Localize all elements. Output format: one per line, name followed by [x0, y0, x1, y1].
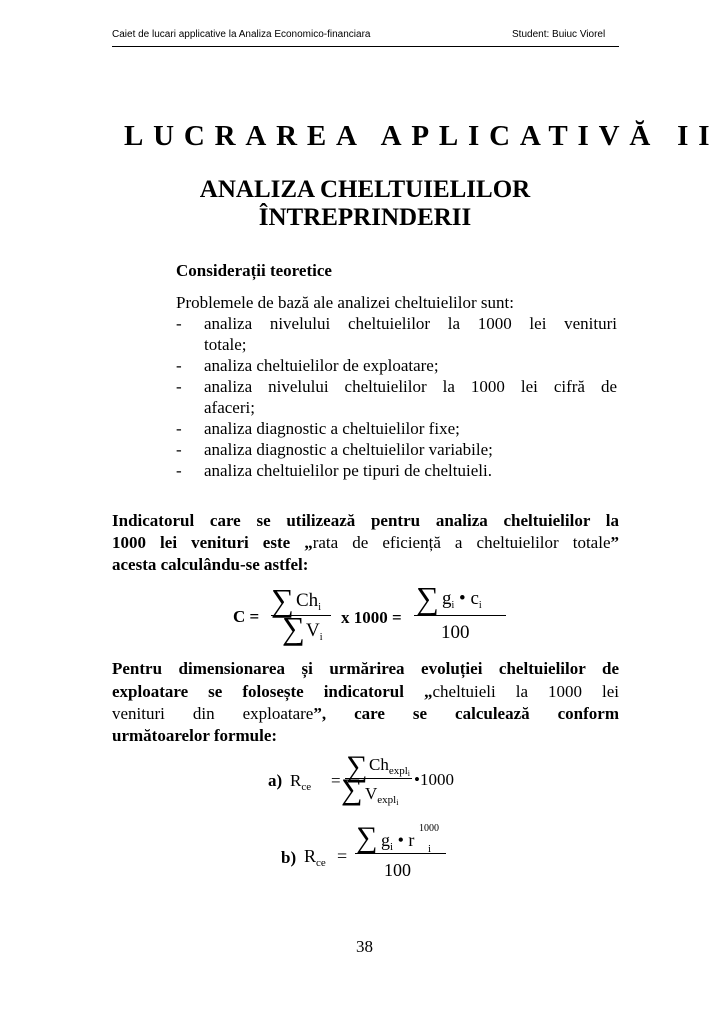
list-dash: - [176, 440, 182, 459]
formula1-numerator2 [442, 588, 482, 611]
running-header-title: Caiet de lucari applicative la Analiza Economico-financiara [112, 29, 371, 40]
multiply-dot: • [459, 588, 466, 609]
para1-line2-bold: 1000 lei venituri este „ [112, 533, 313, 552]
list-dash: - [176, 461, 182, 480]
subtitle-line-2: ÎNTREPRINDERII [258, 204, 472, 231]
formula-b-r-sup: 1000 [419, 823, 439, 834]
sum-symbol: ∑ [346, 750, 368, 783]
section-intro: Problemele de bază ale analizei cheltuielilor sunt: [176, 293, 514, 312]
list-item: analiza diagnostic a cheltuielilor variabile; [204, 440, 493, 459]
formula-b-label: b) [281, 848, 297, 867]
para2-line2 [112, 682, 619, 702]
formula1-ch-sub: i [318, 602, 321, 613]
list-item: analiza diagnostic a cheltuielilor fixe; [204, 419, 460, 438]
multiply-dot: • [397, 830, 404, 850]
formula-a-ch-sub: expl [388, 765, 408, 777]
formula-a-eq: = [331, 771, 341, 790]
formula-b-r-letter: R [304, 846, 317, 866]
list-dash: - [176, 356, 182, 375]
formula-a-v: V [365, 784, 378, 803]
para2-line3-bold: ”, care se calculează conform [313, 704, 619, 723]
formula1-den2: 100 [441, 622, 470, 643]
sum-symbol: ∑ [271, 582, 294, 618]
fraction-bar [355, 853, 446, 854]
para2-line2-quote: cheltuieli la 1000 lei [432, 682, 619, 701]
formula1-denominator [306, 620, 323, 643]
list-item: analiza nivelului cheltuielilor la 1000 lei venituri [204, 314, 617, 333]
formula-a-tail: •1000 [414, 770, 454, 789]
fraction-bar [414, 615, 506, 616]
formula-b-g: g [381, 830, 390, 850]
formula1-ch: Ch [296, 590, 319, 611]
para1-line2 [112, 533, 619, 553]
formula-b-g-sub: i [390, 841, 394, 853]
formula-a-label: a) [268, 771, 283, 790]
para1-line2-quote: rata de eficiență a cheltuielilor totale [312, 533, 611, 552]
list-item: analiza cheltuielilor pe tipuri de cheltuieli. [204, 461, 492, 480]
list-item: analiza nivelului cheltuielilor la 1000 lei cifră de [204, 377, 617, 396]
formula-a-v-subsub: i [396, 798, 399, 807]
formula-b-r [304, 846, 326, 869]
formula-b-r-sub: ce [316, 857, 326, 869]
list-dash: - [176, 314, 182, 333]
sum-symbol: ∑ [416, 580, 439, 616]
formula-b-r-var: r [408, 830, 415, 850]
formula1-g-sub: i [451, 600, 455, 611]
formula1-lhs: C = [233, 607, 260, 626]
list-dash: - [176, 377, 182, 396]
formula-a-numerator [369, 755, 410, 778]
list-dash: - [176, 419, 182, 438]
sum-symbol: ∑ [356, 821, 378, 854]
para1-line2-end: ” [610, 533, 619, 552]
formula-a-v-sub: expl [377, 794, 397, 806]
para1-line1: Indicatorul care se utilizează pentru analiza cheltuielilor la [112, 511, 619, 530]
para2-line3-quote: venituri din exploatare [112, 704, 314, 723]
formula1-v-sub: i [319, 632, 323, 643]
subtitle-line-1: ANALIZA CHELTUIELILOR [199, 176, 531, 203]
formula-a-ch: Ch [369, 755, 389, 774]
sum-symbol: ∑ [341, 773, 363, 806]
header-rule [112, 46, 619, 47]
para2-line3 [112, 704, 619, 724]
formula-a-r [290, 771, 311, 793]
formula-b-den: 100 [384, 860, 411, 880]
formula-a-ch-subsub: i [407, 769, 411, 778]
page-number: 38 [356, 937, 373, 956]
formula1-mid: x 1000 = [341, 608, 402, 627]
section-heading: Considerații teoretice [176, 261, 332, 280]
formula-a-r-sub: ce [301, 781, 312, 793]
list-item-continued: afaceri; [204, 398, 255, 417]
formula1-g: g [442, 588, 452, 609]
formula1-v: V [306, 620, 320, 641]
formula-a-denominator [365, 784, 398, 807]
list-item: analiza cheltuielilor de exploatare; [204, 356, 439, 375]
para1-line3: acesta calculându-se astfel: [112, 555, 309, 574]
formula1-c: c [470, 588, 479, 609]
formula1-c-sub: i [478, 600, 482, 611]
page-title: LUCRAREA APLICATIVĂ II [124, 120, 720, 152]
formula-b-numerator [381, 830, 414, 853]
sum-symbol: ∑ [282, 610, 305, 646]
para2-line4: următoarelor formule: [112, 726, 278, 745]
running-header-student: Student: Buiuc Viorel [512, 29, 606, 40]
para2-line2-bold: exploatare se folosește indicatorul „ [112, 682, 433, 701]
formula-b-eq: = [337, 846, 348, 866]
para2-line1: Pentru dimensionarea și urmărirea evoluției cheltuielilor de [112, 659, 619, 678]
list-item-continued: totale; [204, 335, 247, 354]
formula-b-r-sub: i [428, 843, 432, 855]
formula-a-r-letter: R [290, 771, 302, 790]
